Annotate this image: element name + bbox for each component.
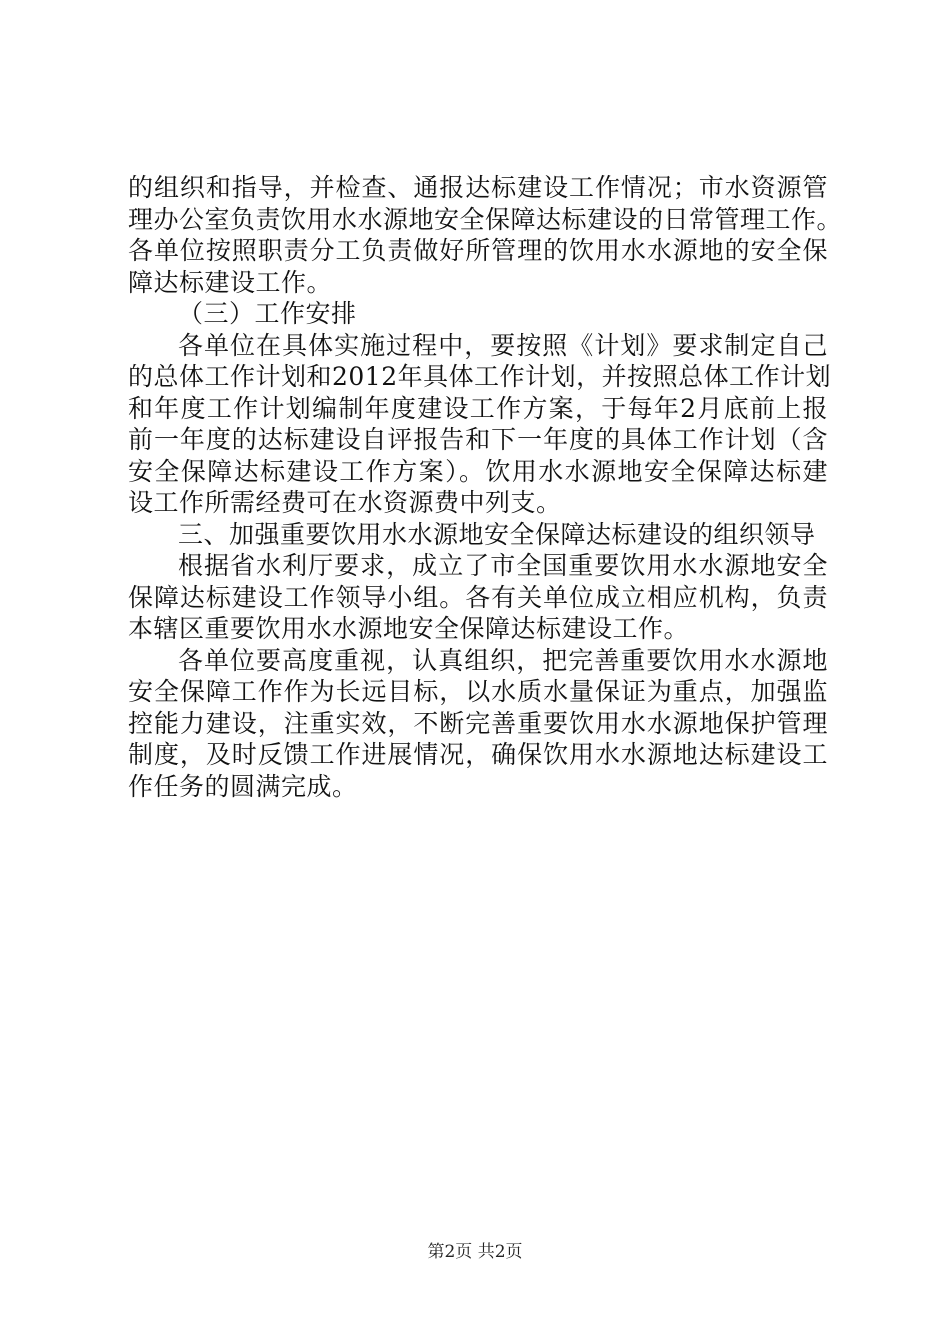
text-line: 保障达标建设工作领导小组。各有关单位成立相应机构，负责 bbox=[128, 582, 828, 612]
text-line: 各单位按照职责分工负责做好所管理的饮用水水源地的安全保 bbox=[128, 236, 828, 265]
text-line: 制度，及时反馈工作进展情况，确保饮用水水源地达标建设工 bbox=[128, 740, 828, 769]
section-heading: 三、加强重要饮用水水源地安全保障达标建设的组织领导 bbox=[178, 519, 816, 549]
text-line: 前一年度的达标建设自评报告和下一年度的具体工作计划（含 bbox=[128, 425, 828, 454]
document-body bbox=[128, 172, 843, 802]
text-line: 安全保障达标建设工作方案）。饮用水水源地安全保障达标建 bbox=[128, 456, 828, 486]
text-line: 障达标建设工作。 bbox=[128, 267, 333, 297]
text-line: 本辖区重要饮用水水源地安全保障达标建设工作。 bbox=[128, 614, 690, 643]
text-line: 作任务的圆满完成。 bbox=[128, 771, 358, 801]
text-line: 的组织和指导，并检查、通报达标建设工作情况；市水资源管 bbox=[128, 173, 828, 202]
text-line: 理办公室负责饮用水水源地安全保障达标建设的日常管理工作。 bbox=[128, 204, 843, 234]
page-footer: 第2页 共2页 bbox=[427, 1242, 523, 1262]
text-line: 的总体工作计划和2012年具体工作计划，并按照总体工作计划 bbox=[128, 362, 832, 391]
section-heading: （三）工作安排 bbox=[178, 299, 357, 328]
text-line: 控能力建设，注重实效，不断完善重要饮用水水源地保护管理 bbox=[128, 708, 828, 738]
text-line: 根据省水利厅要求，成立了市全国重要饮用水水源地安全 bbox=[178, 551, 828, 580]
text-line: 各单位要高度重视，认真组织，把完善重要饮用水水源地 bbox=[178, 645, 828, 675]
text-line: 各单位在具体实施过程中，要按照《计划》要求制定自己 bbox=[178, 330, 828, 360]
text-line: 设工作所需经费可在水资源费中列支。 bbox=[128, 488, 562, 517]
text-line: 安全保障工作作为长远目标，以水质水量保证为重点，加强监 bbox=[128, 677, 828, 706]
text-line: 和年度工作计划编制年度建设工作方案，于每年2月底前上报 bbox=[128, 393, 828, 423]
